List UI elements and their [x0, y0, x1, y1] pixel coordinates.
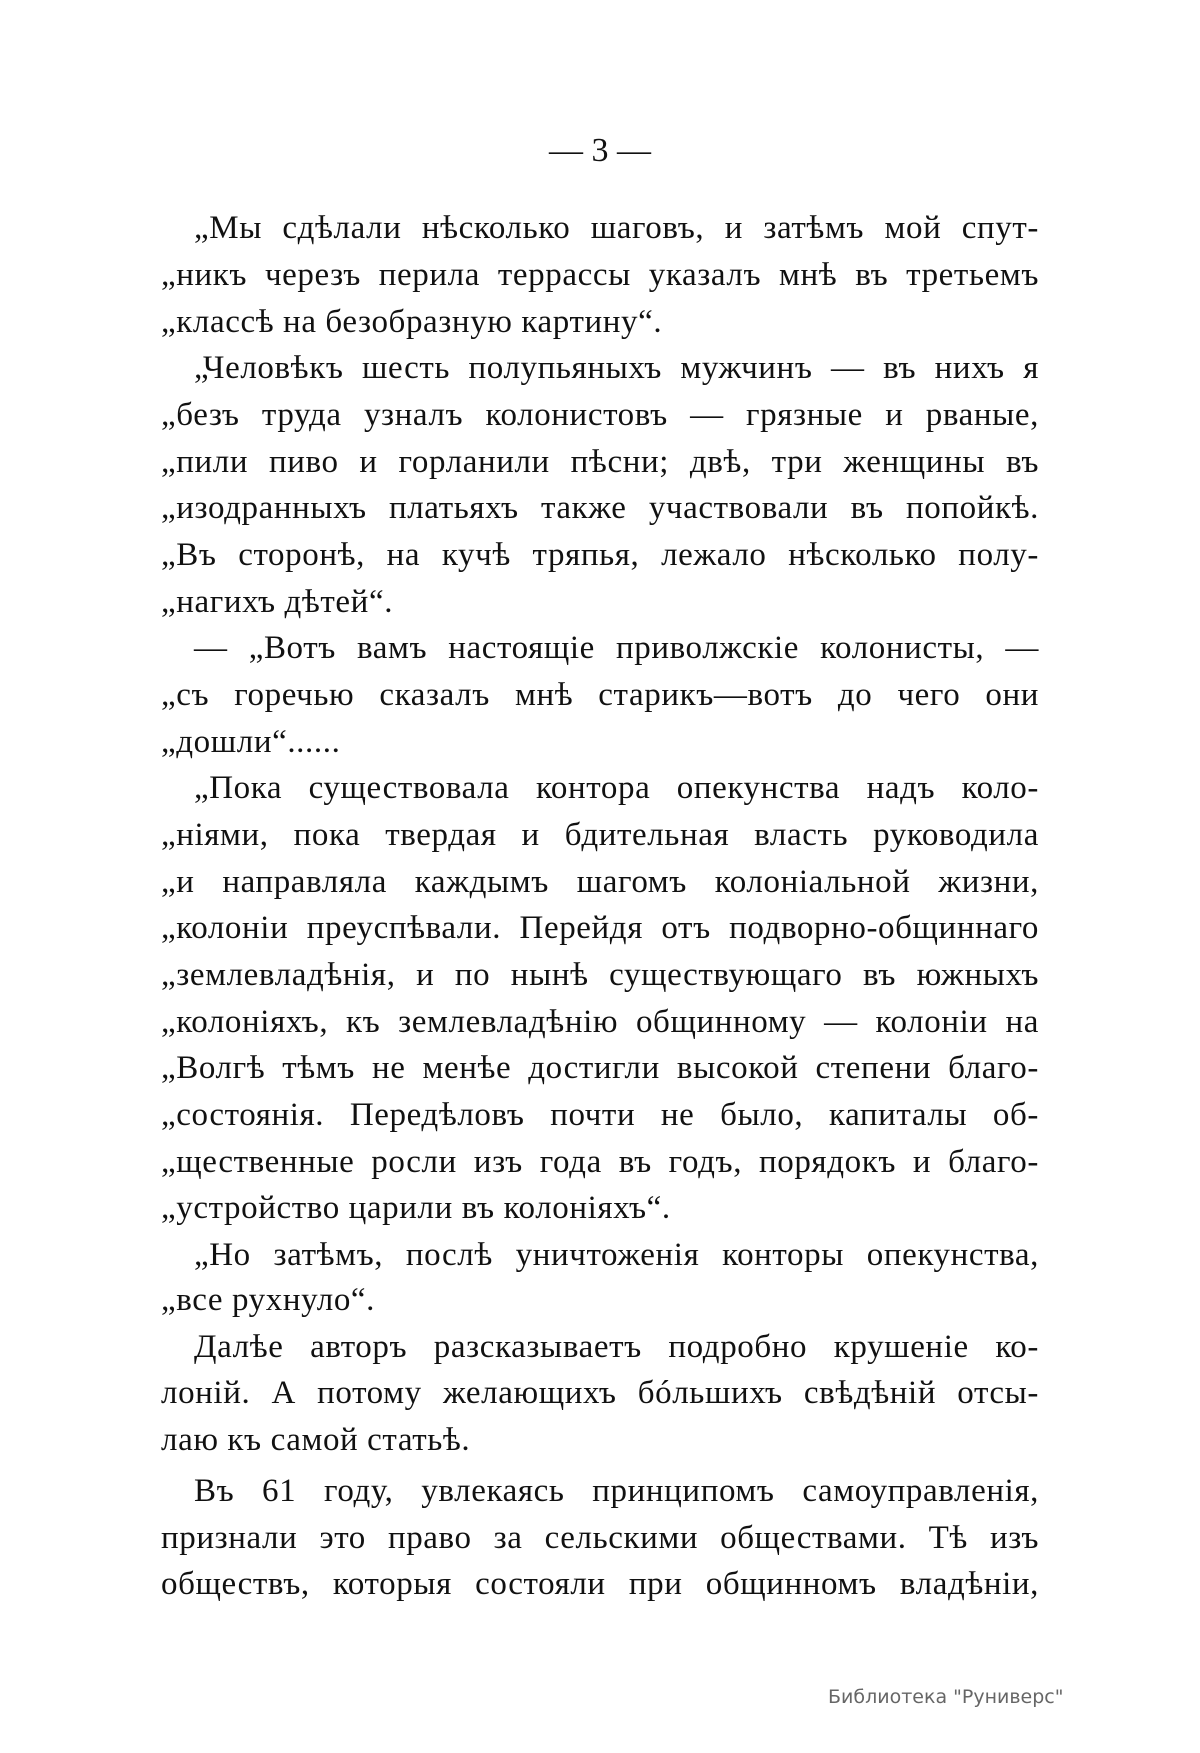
text-line: „изодранныхъ платьяхъ также участвовали въ попойкѣ.	[161, 490, 1039, 526]
text-line: „землевладѣнія, и по нынѣ существующаго въ южныхъ	[161, 957, 1039, 993]
text-line: „Человѣкъ шесть полупьяныхъ мужчинъ — въ нихъ я	[194, 350, 1039, 386]
text-line: лоній. А потому желающихъ бóльшихъ свѣдѣній отсы-	[161, 1375, 1039, 1411]
library-watermark: Библиотека "Руниверс"	[828, 1686, 1064, 1708]
text-line: обществъ, которыя состояли при общинномъ владѣніи,	[161, 1566, 1039, 1602]
text-line: „Въ сторонѣ, на кучѣ тряпья, лежало нѣсколько полу-	[161, 537, 1039, 573]
text-line: „все рухнуло“.	[161, 1282, 376, 1318]
text-line: Далѣе авторъ разсказываетъ подробно крушеніе ко-	[194, 1329, 1039, 1365]
text-line: „ніями, пока твердая и бдительная власть руководила	[161, 817, 1039, 853]
text-line: „нагихъ дѣтей“.	[161, 584, 394, 620]
text-line: „и направляла каждымъ шагомъ колоніальной жизни,	[161, 864, 1039, 900]
text-line: „состоянія. Передѣловъ почти не было, капиталы об-	[161, 1097, 1039, 1133]
text-line: „колоніяхъ, къ землевладѣнію общинному — колоніи на	[161, 1004, 1039, 1040]
text-line: „съ горечью сказалъ мнѣ старикъ—вотъ до чего они	[161, 677, 1039, 713]
text-line: „устройство царили въ колоніяхъ“.	[161, 1190, 671, 1226]
text-line: „никъ черезъ перила террассы указалъ мнѣ въ третьемъ	[161, 257, 1039, 293]
text-line: — „Вотъ вамъ настоящіе приволжскіе колонисты, —	[194, 630, 1039, 666]
text-line: Въ 61 году, увлекаясь принципомъ самоуправленія,	[194, 1473, 1039, 1509]
text-line: „безъ труда узналъ колонистовъ — грязные и рваные,	[161, 397, 1039, 433]
text-line: признали это право за сельскими обществами. Тѣ изъ	[161, 1520, 1039, 1556]
text-line: „Мы сдѣлали нѣсколько шаговъ, и затѣмъ мой спут-	[194, 210, 1039, 246]
text-line: „классѣ на безобразную картину“.	[161, 304, 663, 340]
text-line: лаю къ самой статьѣ.	[161, 1422, 471, 1458]
page-number: — 3 —	[549, 132, 651, 169]
text-line: „Но затѣмъ, послѣ уничтоженія конторы опекунства,	[194, 1237, 1039, 1273]
text-line: „щественные росли изъ года въ годъ, порядокъ и благо-	[161, 1144, 1039, 1180]
text-line: „Волгѣ тѣмъ не менѣе достигли высокой степени благо-	[161, 1050, 1039, 1086]
text-line: „колоніи преуспѣвали. Перейдя отъ подворно-общиннаго	[161, 910, 1039, 946]
text-line: „дошли“......	[161, 724, 341, 760]
text-line: „Пока существовала контора опекунства надъ коло-	[194, 770, 1039, 806]
text-line: „пили пиво и горланили пѣсни; двѣ, три женщины въ	[161, 444, 1039, 480]
